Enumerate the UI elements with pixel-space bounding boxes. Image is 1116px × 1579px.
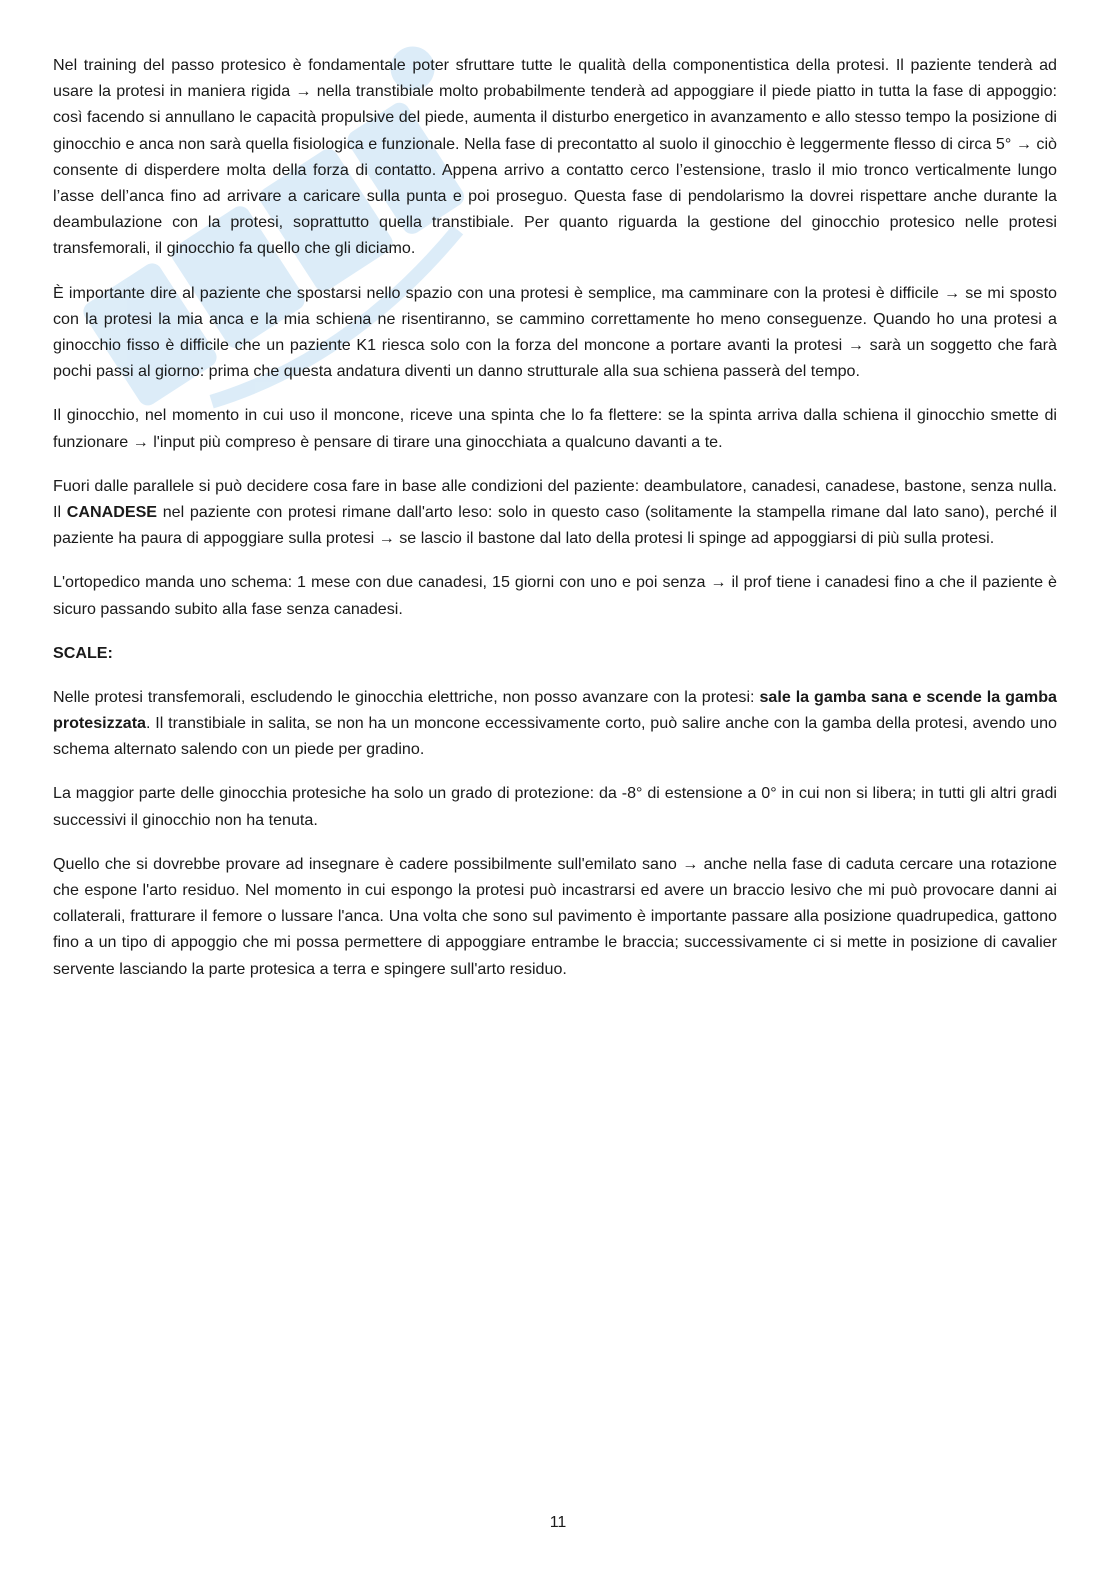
page-number: 11 xyxy=(549,1514,567,1531)
text-run: Quello che si dovrebbe provare ad insegnare è cadere possibilmente sull'emilato sano → anche nella fase di caduta cercare una rotazione che espone l'arto residuo. Nel momento in cui espongo la protesi può incastrarsi ed avere un braccio lesivo che mi può provocare danni ai collaterali, fratturare il femore o lussare l'anca. Una volta che sono sul pavimento è importante passare alla posizione quadrupedica, gattono fino a un tipo di appoggio che mi possa permettere di appoggiare entrambe le braccia; successivamente ci si mette in posizione di cavalier servente lasciando la parte protesica a terra e spingere sull'arto residuo. xyxy=(53,854,1057,978)
bold-text: CANADESE xyxy=(66,503,158,522)
section-heading-scale: SCALE: xyxy=(53,643,113,662)
text-run: nel paziente con protesi rimane dall'arto leso: solo in questo caso (solitamente la stampella rimane dal lato sano), perché il paziente ha paura di appoggiare sulla protesi → se lascio il bastone dal lato della protesi li spinge ad appoggiarsi di più sulla protesi. xyxy=(53,503,1057,548)
text-run: La maggior parte delle ginocchia protesiche ha solo un grado di protezione: da -8° di estensione a 0° in cui non si libera; in tutti gli altri gradi successivi il ginocchio non ha tenuta. xyxy=(53,784,1057,829)
text-run: Nelle protesi transfemorali, escludendo le ginocchia elettriche, non posso avanzare con la protesi: xyxy=(53,687,760,706)
paragraph xyxy=(53,402,1057,454)
text-run: Il ginocchio, nel momento in cui uso il moncone, riceve una spinta che lo fa flettere: se la spinta arriva dalla schiena il ginocchio smette di funzionare → l'input più compreso è pensare di tirare una ginocchiata a qualcuno davanti a te. xyxy=(53,406,1057,451)
text-run: Fuori dalle parallele si può decidere cosa fare in base alle condizioni del paziente: deambulatore, canadesi, canadese, bastone, senza nulla. Il xyxy=(53,476,1057,522)
document-body xyxy=(53,52,1057,1000)
paragraph xyxy=(53,52,1057,262)
paragraphs-before-heading xyxy=(53,52,1057,622)
paragraph xyxy=(53,473,1057,552)
paragraphs-after-heading xyxy=(53,684,1057,982)
bold-text: sale la gamba sana e scende la gamba protesizzata xyxy=(53,687,1057,733)
text-run: L'ortopedico manda uno schema: 1 mese con due canadesi, 15 giorni con uno e poi senza → il prof tiene i canadesi fino a che il paziente è sicuro passando subito alla fase senza canadesi. xyxy=(53,573,1057,618)
paragraph xyxy=(53,569,1057,621)
text-run: È importante dire al paziente che spostarsi nello spazio con una protesi è semplice, ma camminare con la protesi è difficile → se mi sposto con la protesi la mia anca e la mia schiena ne risentiranno, se cammino correttamente ho meno conseguenze. Quando ho una protesi a ginocchio fisso è difficile che un paziente K1 riesca solo con la forza del moncone a portare avanti la protesi → sarà un soggetto che farà pochi passi al giorno: prima che questa andatura diventi un danno strutturale alla sua schiena passerà del tempo. xyxy=(53,283,1057,381)
text-run: . Il transtibiale in salita, se non ha un moncone eccessivamente corto, può salire anche con la gamba della protesi, avendo uno schema alternato salendo con un piede per gradino. xyxy=(53,714,1057,759)
paragraph xyxy=(53,280,1057,385)
paragraph xyxy=(53,780,1057,832)
text-run: Nel training del passo protesico è fondamentale poter sfruttare tutte le qualità della componentistica della protesi. Il paziente tenderà ad usare la protesi in maniera rigida → nella transtibiale molto probabilmente tenderà ad appoggiare il piede piatto in tutta la fase di appoggio: così facendo si annullano le capacità propulsive del piede, aumenta il disturbo energetico in avanzamento e allo stesso tempo la posizione di ginocchio e anca non sarà quella fisiologica e funzionale. Nella fase di precontatto al suolo il ginocchio è leggermente flesso di circa 5° → ciò consente di disperdere molta della forza di contatto. Appena arrivo a contatto cerco l’estensione, traslo il mio tronco verticalmente lungo l’asse dell’anca fino ad arrivare a caricare sulla punta e poi proseguo. Questa fase di pendolarismo la dovrei rispettare anche durante la deambulazione con la protesi, soprattutto quella transtibiale. Per quanto riguarda la gestione del ginocchio protesico nelle protesi transfemorali, il ginocchio fa quello che gli diciamo. xyxy=(53,56,1057,258)
paragraph xyxy=(53,851,1057,982)
paragraph xyxy=(53,684,1057,763)
